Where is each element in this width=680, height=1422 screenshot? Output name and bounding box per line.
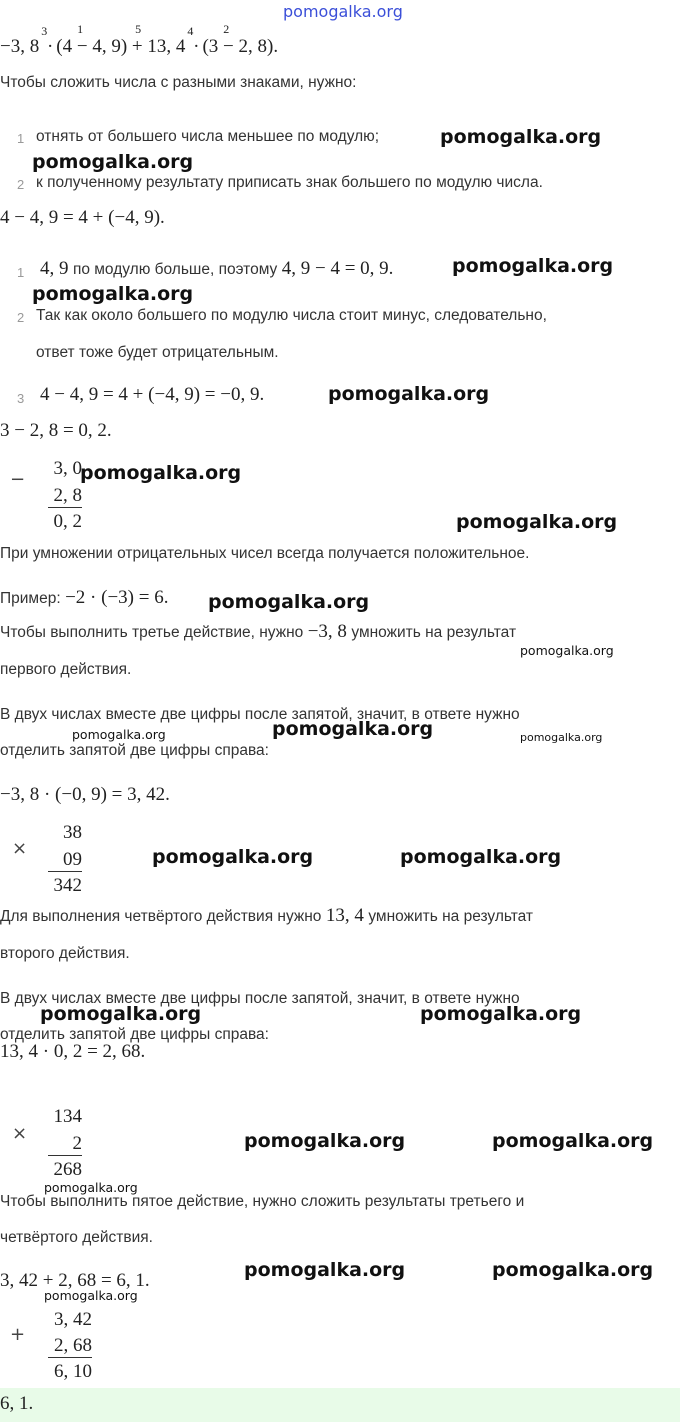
list-number: 3 bbox=[17, 391, 25, 406]
example-expression: −2 · (−3) = 6. bbox=[65, 587, 169, 608]
watermark: pomogalka.org bbox=[328, 383, 490, 405]
dot-sign: · bbox=[193, 36, 200, 57]
math-value: 4, 9 bbox=[40, 258, 69, 279]
watermark: pomogalka.org bbox=[456, 511, 618, 533]
list-number: 1 bbox=[17, 131, 25, 146]
column-row: 2, 8 bbox=[48, 485, 82, 508]
math-value: 4, 9 − 4 = 0, 9. bbox=[281, 258, 394, 279]
third-action-text: Чтобы выполнить третье действие, нужно bbox=[0, 624, 304, 641]
fourth-action-text: Для выполнения четвёртого действия нужно bbox=[0, 908, 322, 925]
main-expression bbox=[0, 22, 279, 58]
column-row: 3, 42 bbox=[54, 1309, 92, 1330]
example-label: Пример: bbox=[0, 590, 61, 607]
watermark: pomogalka.org bbox=[520, 643, 614, 658]
step1-item-text: по модулю больше, поэтому bbox=[72, 261, 278, 278]
watermark: pomogalka.org bbox=[492, 1259, 654, 1281]
watermark: pomogalka.org bbox=[440, 126, 602, 148]
rule-step-text: отнять от большего числа меньшее по модулю; bbox=[36, 128, 380, 145]
watermark: pomogalka.org bbox=[272, 718, 434, 740]
step1-item-text: ответ тоже будет отрицательным. bbox=[36, 344, 279, 361]
watermark: pomogalka.org bbox=[244, 1259, 406, 1281]
list-number: 2 bbox=[17, 310, 25, 325]
expr-order-label: 1 bbox=[77, 22, 84, 36]
watermark: pomogalka.org bbox=[80, 462, 242, 484]
step2-expression: 3 − 2, 8 = 0, 2. bbox=[0, 420, 112, 441]
column-row: 38 bbox=[63, 822, 82, 843]
answer-box bbox=[0, 1388, 680, 1422]
column-row: 2 bbox=[48, 1133, 82, 1156]
third-action-text: умножить на результат bbox=[351, 624, 517, 641]
watermark: pomogalka.org bbox=[244, 1130, 406, 1152]
rule-step-text: к полученному результату приписать знак большего по модулю числа. bbox=[36, 174, 543, 191]
math-value: 13, 4 bbox=[325, 905, 364, 926]
comma-rule-text: В двух числах вместе две цифры после запятой, значит, в ответе нужно bbox=[0, 706, 520, 723]
list-number: 1 bbox=[17, 265, 25, 280]
expr-order-label: 4 bbox=[187, 24, 194, 38]
step5-expression: 3, 42 + 2, 68 = 6, 1. bbox=[0, 1270, 150, 1291]
third-action-line bbox=[0, 621, 516, 643]
expr-order-label: 3 bbox=[41, 24, 48, 38]
rule-intro: Чтобы сложить числа с разными знаками, нужно: bbox=[0, 74, 357, 91]
negative-rule: При умножении отрицательных чисел всегда получается положительное. bbox=[0, 545, 530, 562]
watermark: pomogalka.org bbox=[492, 1130, 654, 1152]
watermark: pomogalka.org bbox=[72, 727, 166, 742]
list-number: 2 bbox=[17, 177, 25, 192]
column-row: 134 bbox=[53, 1106, 82, 1127]
column-row: 09 bbox=[48, 849, 82, 872]
column-operator: + bbox=[10, 1324, 26, 1345]
fifth-action-text: Чтобы выполнить пятое действие, нужно сложить результаты третьего и bbox=[0, 1193, 525, 1210]
column-operator: × bbox=[12, 1123, 28, 1144]
column-result: 268 bbox=[53, 1159, 82, 1180]
column-result: 0, 2 bbox=[53, 511, 82, 532]
fourth-action-line bbox=[0, 905, 533, 927]
expr-order-label: 5 bbox=[135, 22, 142, 36]
watermark: pomogalka.org bbox=[44, 1180, 138, 1195]
watermark: pomogalka.org bbox=[208, 591, 370, 613]
step4-expression: 13, 4 · 0, 2 = 2, 68. bbox=[0, 1041, 146, 1062]
fourth-action-text: умножить на результат bbox=[368, 908, 534, 925]
watermark: pomogalka.org bbox=[32, 283, 194, 305]
watermark-top: pomogalka.org bbox=[283, 2, 403, 21]
column-operator: − bbox=[10, 469, 26, 490]
expr-part: − 2, 8). bbox=[223, 36, 279, 57]
fifth-action-text: четвёртого действия. bbox=[0, 1229, 153, 1246]
column-result: 342 bbox=[53, 875, 82, 896]
comma-rule-text: отделить запятой две цифры справа: bbox=[0, 742, 269, 759]
step1-item-1 bbox=[40, 258, 393, 280]
step1-expression: 4 − 4, 9 = 4 + (−4, 9). bbox=[0, 207, 165, 228]
step3-expression: −3, 8 · (−0, 9) = 3, 42. bbox=[0, 784, 170, 805]
expr-order-label: 2 bbox=[223, 22, 230, 36]
watermark: pomogalka.org bbox=[40, 1003, 202, 1025]
answer-value: 6, 1. bbox=[0, 1393, 34, 1414]
column-row: 2, 68 bbox=[48, 1335, 92, 1358]
comma-rule-text: В двух числах вместе две цифры после запятой, значит, в ответе нужно bbox=[0, 990, 520, 1007]
expr-part: − 4, 9) bbox=[76, 36, 128, 57]
comma-rule-text: отделить запятой две цифры справа: bbox=[0, 1026, 269, 1043]
watermark: pomogalka.org bbox=[520, 731, 603, 744]
example-line bbox=[0, 587, 168, 609]
column-operator: × bbox=[12, 838, 28, 859]
watermark: pomogalka.org bbox=[152, 846, 314, 868]
math-value: 4 − 4, 9 = 4 + (−4, 9) = −0, 9. bbox=[40, 384, 265, 405]
dot-sign: · bbox=[46, 36, 54, 57]
third-action-text: первого действия. bbox=[0, 661, 132, 678]
math-value: −3, 8 bbox=[307, 621, 347, 642]
column-result: 6, 10 bbox=[54, 1361, 92, 1382]
column-row: 3, 0 bbox=[53, 458, 82, 479]
watermark: pomogalka.org bbox=[44, 1288, 138, 1303]
expr-part: (3 bbox=[202, 36, 219, 57]
watermark: pomogalka.org bbox=[452, 255, 614, 277]
watermark: pomogalka.org bbox=[420, 1003, 582, 1025]
expr-part: −3, 8 bbox=[0, 36, 40, 57]
watermark: pomogalka.org bbox=[32, 151, 194, 173]
expr-part: (4 bbox=[56, 36, 73, 57]
fourth-action-text: второго действия. bbox=[0, 945, 130, 962]
expr-part: + 13, 4 bbox=[131, 36, 186, 57]
watermark: pomogalka.org bbox=[400, 846, 562, 868]
step1-item-text: Так как около большего по модулю числа стоит минус, следовательно, bbox=[36, 307, 547, 324]
